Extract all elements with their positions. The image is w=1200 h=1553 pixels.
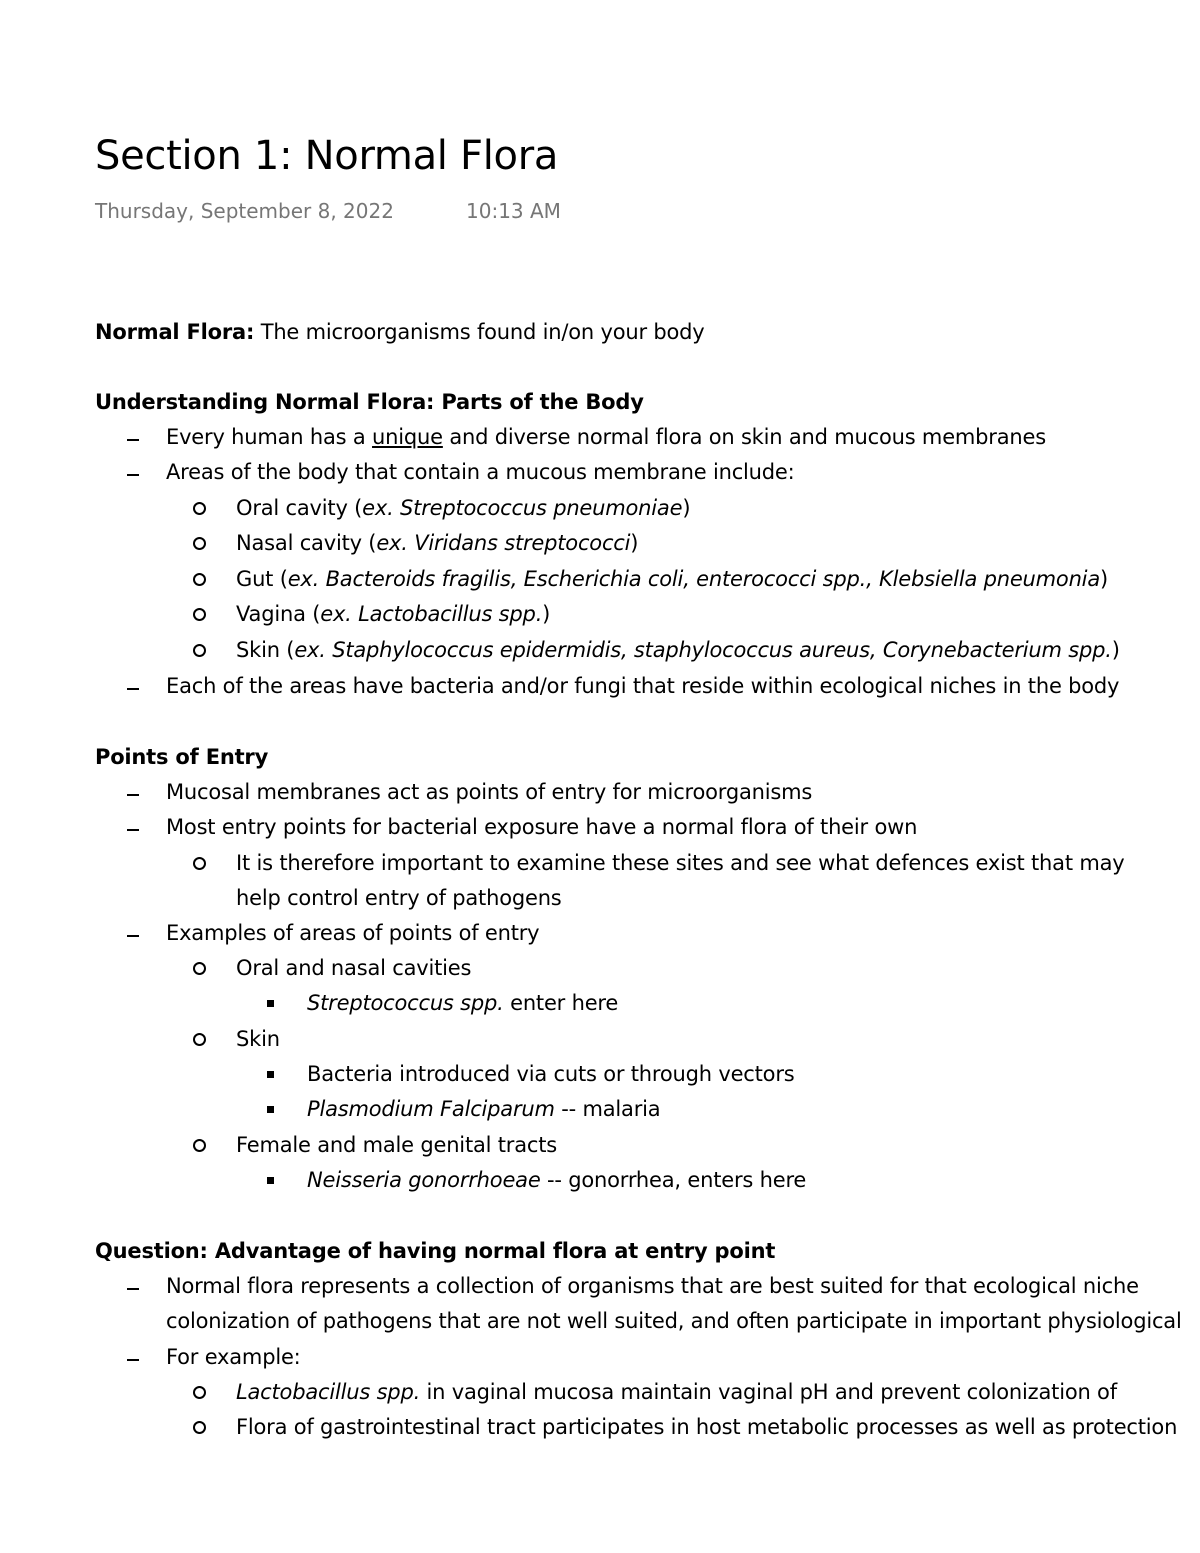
circle-bullet — [193, 644, 206, 657]
list-item: Flora of gastrointestinal tract participates in host metabolic processes as well as protection — [236, 1415, 1178, 1439]
circle-bullet — [193, 1421, 206, 1434]
dash-bullet — [127, 1288, 139, 1290]
text-segment: ) — [1099, 567, 1108, 591]
text-segment: in vaginal mucosa maintain vaginal pH and prevent colonization of — [420, 1380, 1117, 1404]
page-title: Section 1: Normal Flora — [95, 133, 559, 179]
circle-bullet — [193, 1033, 206, 1046]
text-segment: -- gonorrhea, enters here — [540, 1168, 807, 1192]
species-italic: ex. Lactobacillus spp. — [320, 602, 543, 626]
dash-bullet — [127, 439, 139, 441]
list-item-vagina — [236, 599, 550, 629]
circle-bullet — [193, 857, 206, 870]
list-item: Most entry points for bacterial exposure have a normal flora of their own — [166, 815, 918, 839]
square-bullet — [267, 1000, 274, 1007]
text-segment: Oral cavity ( — [236, 496, 363, 520]
list-item-skin — [236, 635, 1120, 665]
list-item: For example: — [166, 1345, 301, 1369]
species-italic: ex. Viridans streptococci — [376, 531, 631, 555]
list-item — [307, 988, 618, 1018]
dash-bullet — [127, 829, 139, 831]
list-item-oral — [236, 493, 690, 523]
list-item: Female and male genital tracts — [236, 1133, 558, 1157]
text-segment: ) — [1111, 638, 1120, 662]
dash-bullet — [127, 794, 139, 796]
species-italic: Streptococcus spp. — [307, 991, 504, 1015]
list-item — [166, 422, 1046, 452]
circle-bullet — [193, 502, 206, 515]
heading-points-of-entry: Points of Entry — [95, 745, 269, 769]
underlined-word: unique — [372, 425, 443, 449]
text-segment: Nasal cavity ( — [236, 531, 377, 555]
list-item-continuation: colonization of pathogens that are not well suited, and often participate in important physiological — [166, 1309, 1182, 1333]
text-segment: ) — [630, 531, 639, 555]
text-segment: and diverse normal flora on skin and mucous membranes — [442, 425, 1046, 449]
square-bullet — [267, 1071, 274, 1078]
list-item: Areas of the body that contain a mucous membrane include: — [166, 460, 795, 484]
text-segment: Vagina ( — [236, 602, 321, 626]
circle-bullet — [193, 1386, 206, 1399]
list-item — [307, 1165, 806, 1195]
list-item: It is therefore important to examine these sites and see what defences exist that may — [236, 851, 1125, 875]
heading-question: Question: Advantage of having normal flora at entry point — [95, 1239, 776, 1263]
circle-bullet — [193, 573, 206, 586]
note-date: Thursday, September 8, 2022 — [95, 199, 394, 223]
circle-bullet — [193, 608, 206, 621]
text-segment: Gut ( — [236, 567, 288, 591]
list-item-gut — [236, 564, 1108, 594]
list-item-continuation: help control entry of pathogens — [236, 886, 562, 910]
definition-term: Normal Flora: — [95, 320, 255, 344]
square-bullet — [267, 1177, 274, 1184]
circle-bullet — [193, 1139, 206, 1152]
species-italic: Neisseria gonorrhoeae — [307, 1168, 541, 1192]
circle-bullet — [193, 537, 206, 550]
dash-bullet — [127, 1359, 139, 1361]
dash-bullet — [127, 688, 139, 690]
heading-parts-of-body: Understanding Normal Flora: Parts of the Body — [95, 390, 644, 414]
text-segment: Every human has a — [166, 425, 373, 449]
note-time: 10:13 AM — [466, 199, 561, 223]
text-segment: Skin ( — [236, 638, 295, 662]
text-segment: ) — [542, 602, 551, 626]
species-italic: ex. Bacteroids fragilis, Escherichia coli, enterococci spp., Klebsiella pneumonia — [287, 567, 1100, 591]
square-bullet — [267, 1106, 274, 1113]
species-italic: ex. Staphylococcus epidermidis, staphylococcus aureus, Corynebacterium spp. — [294, 638, 1112, 662]
list-item: Skin — [236, 1027, 280, 1051]
list-item: Oral and nasal cavities — [236, 956, 472, 980]
dash-bullet — [127, 474, 139, 476]
list-item: Each of the areas have bacteria and/or fungi that reside within ecological niches in the body — [166, 674, 1120, 698]
definition-text: The microorganisms found in/on your body — [254, 320, 705, 344]
definition-line — [95, 317, 705, 347]
text-segment: ) — [682, 496, 691, 520]
species-italic: Lactobacillus spp. — [236, 1380, 421, 1404]
list-item: Mucosal membranes act as points of entry for microorganisms — [166, 780, 813, 804]
list-item — [307, 1094, 660, 1124]
species-italic: ex. Streptococcus pneumoniae — [362, 496, 683, 520]
list-item: Normal flora represents a collection of organisms that are best suited for that ecological niche — [166, 1274, 1139, 1298]
text-segment: enter here — [503, 991, 619, 1015]
circle-bullet — [193, 962, 206, 975]
dash-bullet — [127, 935, 139, 937]
list-item — [236, 1377, 1117, 1407]
list-item: Examples of areas of points of entry — [166, 921, 540, 945]
species-italic: Plasmodium Falciparum — [307, 1097, 555, 1121]
text-segment: -- malaria — [554, 1097, 661, 1121]
list-item-nasal — [236, 528, 638, 558]
list-item: Bacteria introduced via cuts or through vectors — [307, 1062, 795, 1086]
